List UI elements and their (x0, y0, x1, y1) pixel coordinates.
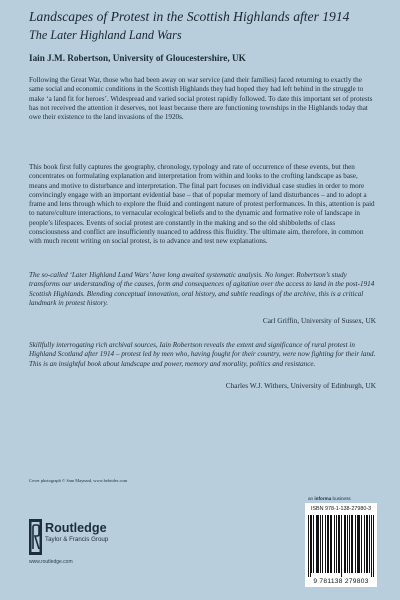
barcode-bar (310, 515, 311, 577)
isbn-label: ISBN 978-1-138-27980-3 (310, 506, 372, 512)
book-title: Landscapes of Protest in the Scottish Highlands after 1914 (29, 9, 350, 24)
barcode-icon (308, 515, 374, 577)
barcode-digits: 9 781138 279803 (313, 578, 369, 585)
barcode-bar (325, 515, 326, 573)
informa-suffix: business (332, 496, 351, 501)
routledge-logo-icon (29, 519, 42, 555)
review-quote-1: The so-called ‘Later Highland Land Wars’ have long awaited systematic analysis. No longer. Robertson’s study transforms our understanding of the causes, form and consequences of agitation over the access to land in the post-1914 Scottish Highlands. Blending conceptual innovation, oral history, and subtle readings of the archive, this is a critical landmark in protest history. (29, 271, 375, 307)
barcode-bar (341, 515, 342, 577)
barcode-bar (338, 515, 339, 573)
barcode-bar (327, 515, 328, 573)
barcode-bar (361, 515, 362, 573)
barcode-box (305, 503, 377, 587)
barcode-bar (347, 515, 348, 573)
review-attribution-1: Carl Griffin, University of Sussex, UK (262, 316, 376, 325)
barcode-bar (345, 515, 346, 573)
barcode-bar (308, 515, 309, 577)
barcode-bar (311, 515, 312, 573)
description-paragraph-1: Following the Great War, those who had been away on war service (and their families) faced returning to exactly the same social and economic conditions in the Scottish Highlands they had hoped they had left behind in the struggle to make ‘a land fit for heroes’. Widespread and varied social protest rapidly followed. To date this important set of protests has not received the attention it deserves, not least because there are functioning townships in the Highlands today that owe their existence to the land invasions of the 1920s. (29, 76, 373, 121)
barcode-bar (357, 515, 358, 573)
barcode-bar (358, 515, 359, 573)
book-subtitle: The Later Highland Land Wars (29, 28, 182, 42)
barcode-bar (369, 515, 370, 573)
publisher-group: Taylor & Francis Group (45, 536, 109, 543)
informa-brand: informa (314, 496, 332, 501)
informa-business-tag (308, 496, 351, 501)
publisher-logo (29, 518, 159, 558)
barcode-bar (320, 515, 321, 573)
barcode-bar (352, 515, 353, 573)
barcode-bar (328, 515, 329, 573)
barcode-bar (336, 515, 337, 573)
barcode-bar (349, 515, 350, 573)
cover-photo-credit: Cover photograph © Sam Maynard, www.hebrides.com (29, 478, 128, 483)
barcode-bar (316, 515, 317, 573)
barcode-bar (355, 515, 356, 573)
barcode-bar (322, 515, 323, 573)
barcode-bar (359, 515, 360, 573)
barcode-bar (339, 515, 340, 573)
author-line: Iain J.M. Robertson, University of Gloucestershire, UK (29, 53, 246, 63)
review-quote-2: Skillfully interrogating rich archival sources, Iain Robertson reveals the extent and significance of rural protest in Highland Scotland after 1914 – protest led by men who, having fought for their country, were now fighting for their land. This is an insightful book about landscape and power, memory and morality, politics and resistance. (29, 341, 376, 368)
barcode-bar (373, 515, 374, 577)
barcode-bar (318, 515, 319, 573)
informa-prefix: an (308, 496, 314, 501)
barcode-bar (364, 515, 365, 573)
barcode-bar (317, 515, 318, 573)
barcode-bar (330, 515, 331, 573)
barcode-bar (351, 515, 352, 573)
description-paragraph-2: This book first fully captures the geography, chronology, typology and rate of occurrence of these events, but then concentrates on formulating explanation and interpretation from within and looks to the crofting landscape as base, means and motive to disturbance and interpretation. The final part focuses on individual case studies in order to more convincingly engage with an important evidential base – that of popular memory of land disturbances – and to adopt a frame and lens through which to explore the fluid and contingent nature of protest performances. In this, attention is paid to nature/culture interactions, to vernacular ecological beliefs and to the dynamic and formative role of landscape in people’s lifespaces. Events of social protest are constantly in the making and so the old shibboleths of class consciousness and conflict are insufficiently nuanced to address this fluidity. The ultimate aim, therefore, in common with much recent writing on social protest, is to advance and test new explanations. (29, 163, 375, 245)
barcode-bar (344, 515, 345, 573)
review-attribution-2: Charles W.J. Withers, University of Edinburgh, UK (225, 381, 376, 390)
barcode-bar (371, 515, 372, 577)
barcode-bar (366, 515, 367, 573)
barcode-bar (331, 515, 332, 573)
barcode-bar (334, 515, 335, 573)
barcode-bar (313, 515, 314, 573)
publisher-url: www.routledge.com (29, 559, 73, 565)
publisher-name: Routledge (45, 521, 107, 535)
barcode-bar (367, 515, 368, 573)
